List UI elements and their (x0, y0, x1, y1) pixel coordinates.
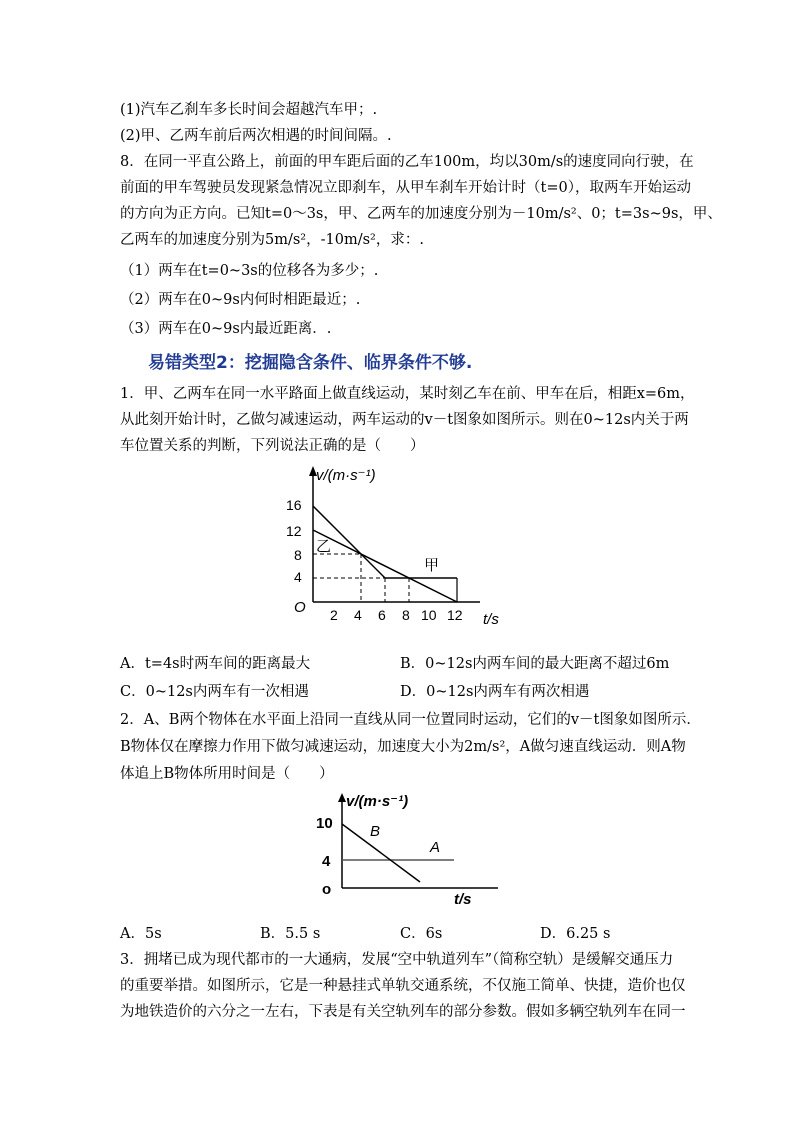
option-b[interactable]: B．0~12s内两车间的最大距离不超过6m (400, 656, 670, 672)
y-tick-label: 8 (294, 547, 302, 563)
y-axis-label: v/(m·s⁻¹) (316, 467, 376, 484)
option-a[interactable]: A．5s (120, 926, 162, 942)
option-b[interactable]: B．5.5 s (260, 926, 321, 942)
q3-line: 的重要举措。如图所示，它是一种悬挂式单轨交通系统，不仅施工简单、快捷，造价也仅 (120, 978, 686, 994)
curve-label-yi: 乙 (316, 538, 332, 555)
q3-line: 为地铁造价的六分之一左右，下表是有关空轨列车的部分参数。假如多辆空轨列车在同一 (120, 1004, 686, 1020)
text-line: 前面的甲车驾驶员发现紧急情况立即刹车，从甲车刹车开始计时（t=0），取两车开始运动 (120, 180, 691, 196)
q2-line: 体追上B物体所用时间是（ ） (120, 766, 334, 782)
origin-label: o (322, 881, 332, 898)
option-d[interactable]: D．6.25 s (540, 926, 611, 942)
text-line: 乙两车的加速度分别为5m/s²，-10m/s²，求：. (120, 232, 424, 248)
curve-label-jia: 甲 (424, 557, 440, 574)
curve-label-a: A (430, 839, 441, 856)
option-d[interactable]: D．0~12s内两车有两次相遇 (400, 684, 590, 700)
x-tick-label: 4 (354, 607, 362, 623)
x-tick-label: 2 (330, 607, 338, 623)
curve-label-b: B (370, 823, 381, 840)
section-heading: 易错类型2：挖掘隐含条件、临界条件不够. (148, 353, 473, 373)
option-c[interactable]: C．0~12s内两车有一次相遇 (120, 684, 309, 700)
vt-graph-1 (280, 462, 520, 642)
x-tick-label: 6 (378, 607, 386, 623)
y-tick-label: 12 (286, 523, 302, 539)
text-line: (2)甲、乙两车前后两次相遇的时间间隔。. (120, 128, 392, 144)
q3-line: 3．拥堵已成为现代都市的一大通病，发展“空中轨道列车”（简称空轨）是缓解交通压力 (120, 952, 674, 968)
text-line: 的方向为正方向。已知t=0～3s，甲、乙两车的加速度分别为－10m/s²、0；t=3s~9s，甲、 (120, 206, 722, 222)
q2-line: 2．A、B两个物体在水平面上沿同一直线从同一位置同时运动，它们的v－t图象如图所示． (120, 712, 701, 728)
origin-label: O (294, 599, 306, 616)
y-tick-label: 4 (322, 853, 331, 870)
option-c[interactable]: C．6s (400, 926, 443, 942)
x-tick-label: 12 (447, 607, 463, 623)
text-line: (1)汽车乙刹车多长时间会超越汽车甲；. (120, 102, 378, 118)
x-axis-label: t/s (483, 611, 499, 628)
y-tick-label: 10 (316, 815, 333, 832)
y-axis-label: v/(m·s⁻¹) (346, 793, 409, 810)
q1-line: 车位置关系的判断，下列说法正确的是（ ） (120, 438, 425, 454)
q1-line: 1．甲、乙两车在同一水平路面上做直线运动，某时刻乙车在前、甲车在后，相距x=6m， (120, 386, 695, 402)
q2-line: B物体仅在摩擦力作用下做匀减速运动，加速度大小为2m/s²，A做匀速直线运动．则A物 (120, 739, 686, 755)
text-line: （3）两车在0~9s内最近距离．. (120, 321, 332, 337)
option-a[interactable]: A．t=4s时两车间的距离最大 (120, 656, 311, 672)
text-line: （1）两车在t=0~3s的位移各为多少；. (120, 263, 379, 279)
x-tick-label: 8 (402, 607, 410, 623)
q1-line: 从此刻开始计时，乙做匀减速运动，两车运动的v－t图象如图所示。则在0~12s内关于两 (120, 412, 689, 428)
text-line: （2）两车在0~9s内何时相距最近；. (120, 292, 361, 308)
x-tick-label: 10 (421, 607, 437, 623)
y-tick-label: 16 (286, 497, 302, 513)
vt-graph-2 (308, 790, 508, 910)
y-tick-label: 4 (294, 569, 302, 585)
x-axis-label: t/s (454, 891, 472, 908)
text-line: 8．在同一平直公路上，前面的甲车距后面的乙车100m，均以30m/s的速度同向行驶，在 (120, 154, 694, 170)
